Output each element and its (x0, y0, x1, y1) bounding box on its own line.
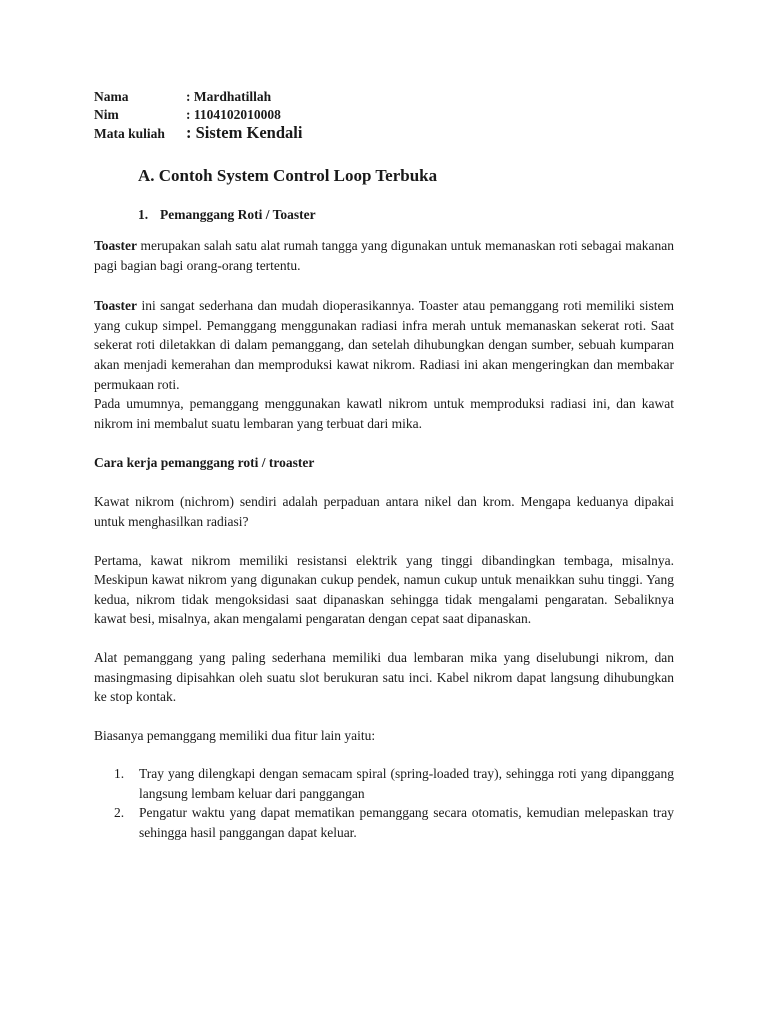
list-item (114, 764, 674, 803)
nama-label: Nama (94, 89, 129, 104)
matkul-label: Mata kuliah (94, 126, 165, 141)
toaster-text-2: ini sangat sederhana dan mudah dioperasikannya. Toaster atau pemanggang roti memiliki sistem yang cukup simpel. Pemanggang menggunakan radiasi infra merah untuk memanaskan sekerat roti. Saat sekerat roti diletakkan di dalam pemanggang, dan setelah dihubungkan dengan sumber, sebuah kumparan akan menjadi kemerahan dan memproduksi kawat nikrom. Radiasi ini akan mengeringkan dan membakar permukaan roti. (94, 298, 674, 392)
fitur-list (94, 764, 674, 842)
toaster-lead-1: Toaster (94, 238, 137, 253)
list-item-text: Tray yang dilengkapi dengan semacam spiral (spring-loaded tray), sehingga roti yang dipanggang langsung lembam keluar dari panggangan (139, 766, 674, 801)
student-info (94, 88, 674, 143)
list-item-text: Pengatur waktu yang dapat mematikan pemanggang secara otomatis, kemudian melepaskan tray sehingga hasil panggangan dapat keluar. (139, 805, 674, 841)
paragraph-pada-umumnya: Pada umumnya, pemanggang menggunakan kawatl nikrom untuk memproduksi radiasi ini, dan kawat nikrom ini membalut suatu lembaran yang terbuat dari mika. (94, 396, 674, 431)
info-row-nim (94, 106, 674, 124)
matkul-value: : Sistem Kendali (186, 123, 303, 142)
cara-kerja-heading: Cara kerja pemanggang roti / troaster (94, 455, 315, 471)
nama-value: : Mardhatillah (186, 89, 272, 104)
paragraph-alat-pemanggang: Alat pemanggang yang paling sederhana memiliki dua lembaran mika yang diselubungi nikrom, dan masingmasing dipisahkan oleh suatu slot berukuran satu inci. Kabel nikrom dapat langsung dihubungkan ke stop kontak. (94, 649, 674, 705)
subsection-number: 1. (138, 207, 149, 222)
list-item (114, 803, 674, 842)
toaster-text-1: merupakan salah satu alat rumah tangga yang digunakan untuk memanaskan roti sebagai makanan pagi bagian bagi orang-orang tertentu. (94, 238, 674, 273)
paragraph-fitur-intro: Biasanya pemanggang memiliki dua fitur lain yaitu: (94, 727, 376, 743)
section-heading: A. Contoh System Control Loop Terbuka (138, 166, 438, 185)
list-item-number: 1. (114, 766, 125, 782)
subsection-title: Pemanggang Roti / Toaster (160, 207, 316, 222)
document-content (94, 88, 674, 843)
list-item-number: 2. (114, 805, 125, 821)
nim-value: : 1104102010008 (186, 107, 281, 122)
paragraph-toaster-intro (94, 236, 674, 275)
paragraph-kawat-nikrom: Kawat nikrom (nichrom) sendiri adalah perpaduan antara nikel dan krom. Mengapa keduanya dipakai untuk menghasilkan radiasi? (94, 494, 674, 529)
info-row-matkul (94, 124, 674, 143)
toaster-lead-2: Toaster (94, 298, 137, 314)
subsection-heading (138, 205, 674, 225)
nim-label: Nim (94, 107, 119, 122)
info-row-nama (94, 88, 674, 106)
paragraph-pertama: Pertama, kawat nikrom memiliki resistansi elektrik yang tinggi dibandingkan tembaga, misalnya. Meskipun kawat nikrom yang digunakan cukup pendek, namun cukup untuk menaikkan suhu tinggi. Yang kedua, nikrom tidak mengoksidasi saat dipanaskan sehingga tidak mengalami pengaratan. Sebaliknya kawat besi, misalnya, akan mengalami pengaratan dengan cepat saat dipanaskan. (94, 552, 674, 627)
paragraph-toaster-detail (94, 296, 674, 394)
